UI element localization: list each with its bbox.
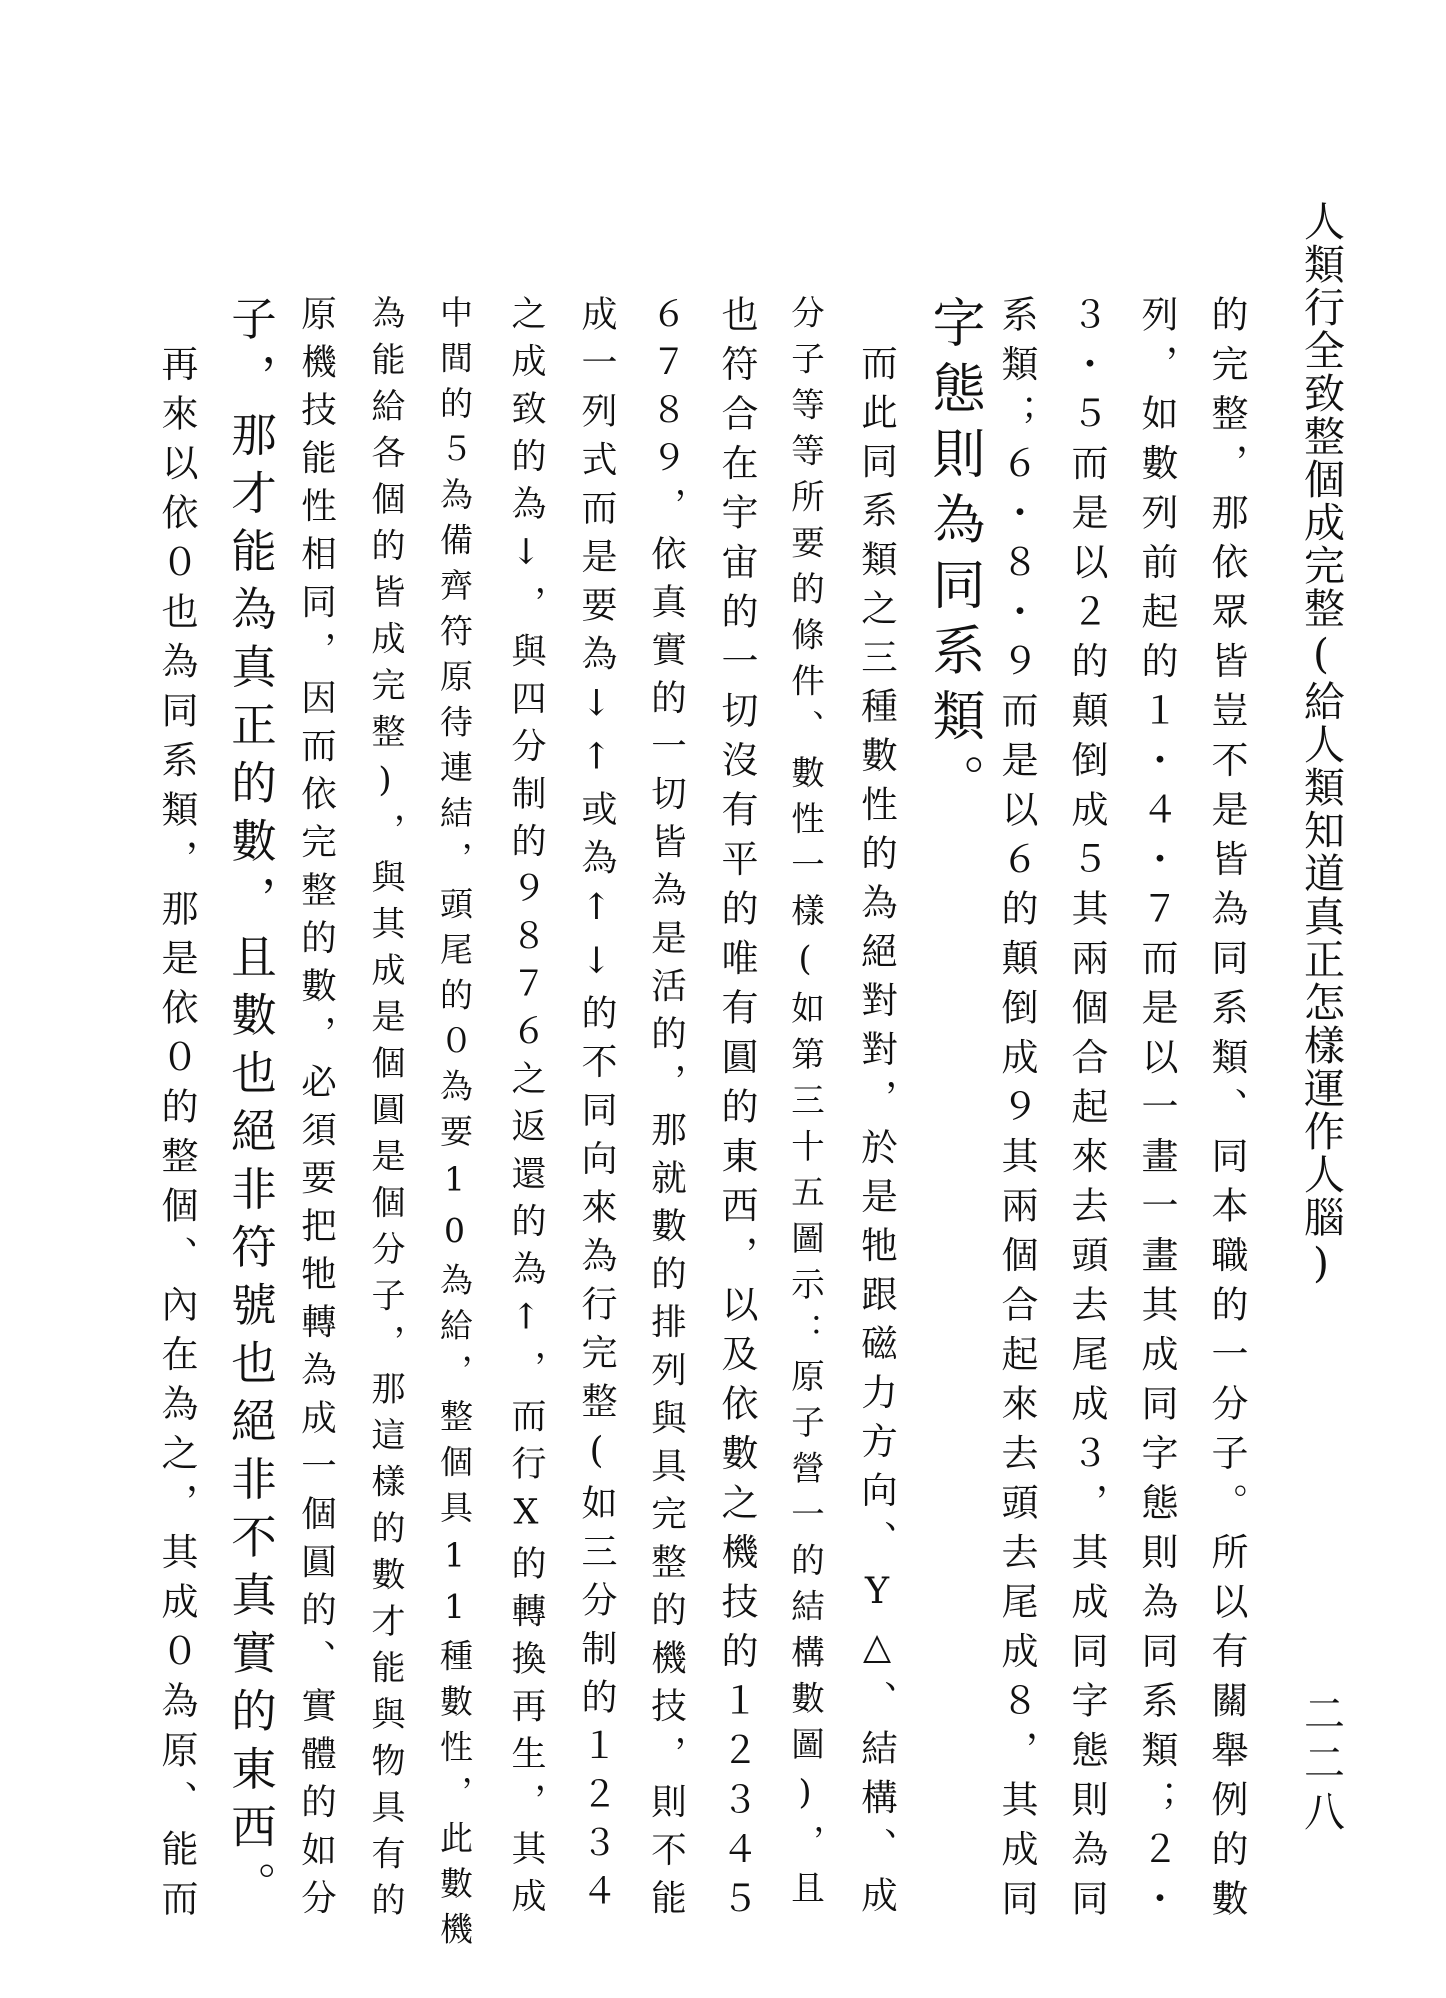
body-line: 再來以依０也為同系類，那是依０的整個、內在為之，其成０為原、能而 bbox=[155, 295, 198, 1929]
body-line: 為能給各個的皆成完整)，與其成是個圓是個分子，那這樣的數才能與物具有的 bbox=[365, 295, 405, 1929]
body-line: 原機技能性相同，因而依完整的數，必須要把牠轉為成一個圓的、實體的如分 bbox=[295, 295, 337, 1927]
body-line: 之成致的為↓，與四分制的９８７６之返還的為↑，而行X的轉換再生，其成 bbox=[506, 295, 546, 1925]
page-number: 二二八 bbox=[1297, 1692, 1345, 1839]
body-line: 字態則為同系類。 bbox=[924, 295, 985, 819]
body-line: ３・５而是以２的顛倒成５其兩個合起來去頭去尾成３，其成同字態則為同 bbox=[1065, 295, 1108, 1929]
body-line: 也符合在宇宙的一切沒有平的唯有圓的東西，以及依數之機技的１２３４５ bbox=[715, 295, 758, 1929]
body-line: 列，如數列前起的１・４・７而是以一畫一畫其成同字態則為同系類；２・ bbox=[1135, 295, 1178, 1929]
body-line: 而此同系類之三種數性的為絕對對，於是牠跟磁力方向、Y△、結構、成 bbox=[855, 295, 899, 1925]
body-line: ６７８９，依真實的一切皆為是活的，那就數的排列與具完整的機技，則不能 bbox=[645, 295, 687, 1927]
body-line: 成一列式而是要為↓↑或為↑↓的不同向來為行完整(如三分制的１２３４ bbox=[576, 295, 617, 1921]
body-line: 中間的５為備齊符原待連結，頭尾的０為要10為給，整個具11種數性，此數機 bbox=[435, 295, 474, 1957]
body-line: 分子等等所要的條件、數性一樣(如第三十五圖示：原子營一的結構數圖)，且 bbox=[785, 295, 825, 1916]
body-line: 系類；６・８・９而是以６的顛倒成９其兩個合起來去頭去尾成８，其成同 bbox=[995, 295, 1038, 1929]
running-header: 人類行全致整個成完整(給人類知道真正怎樣運作人腦) bbox=[1297, 200, 1345, 1289]
body-line: 的完整，那依眾皆豈不是皆為同系類、同本職的一分子。所以有關舉例的數 bbox=[1205, 295, 1248, 1929]
body-line: 子，那才能為真正的數，且數也絕非符號也絕非不真實的東西。 bbox=[224, 295, 278, 1919]
